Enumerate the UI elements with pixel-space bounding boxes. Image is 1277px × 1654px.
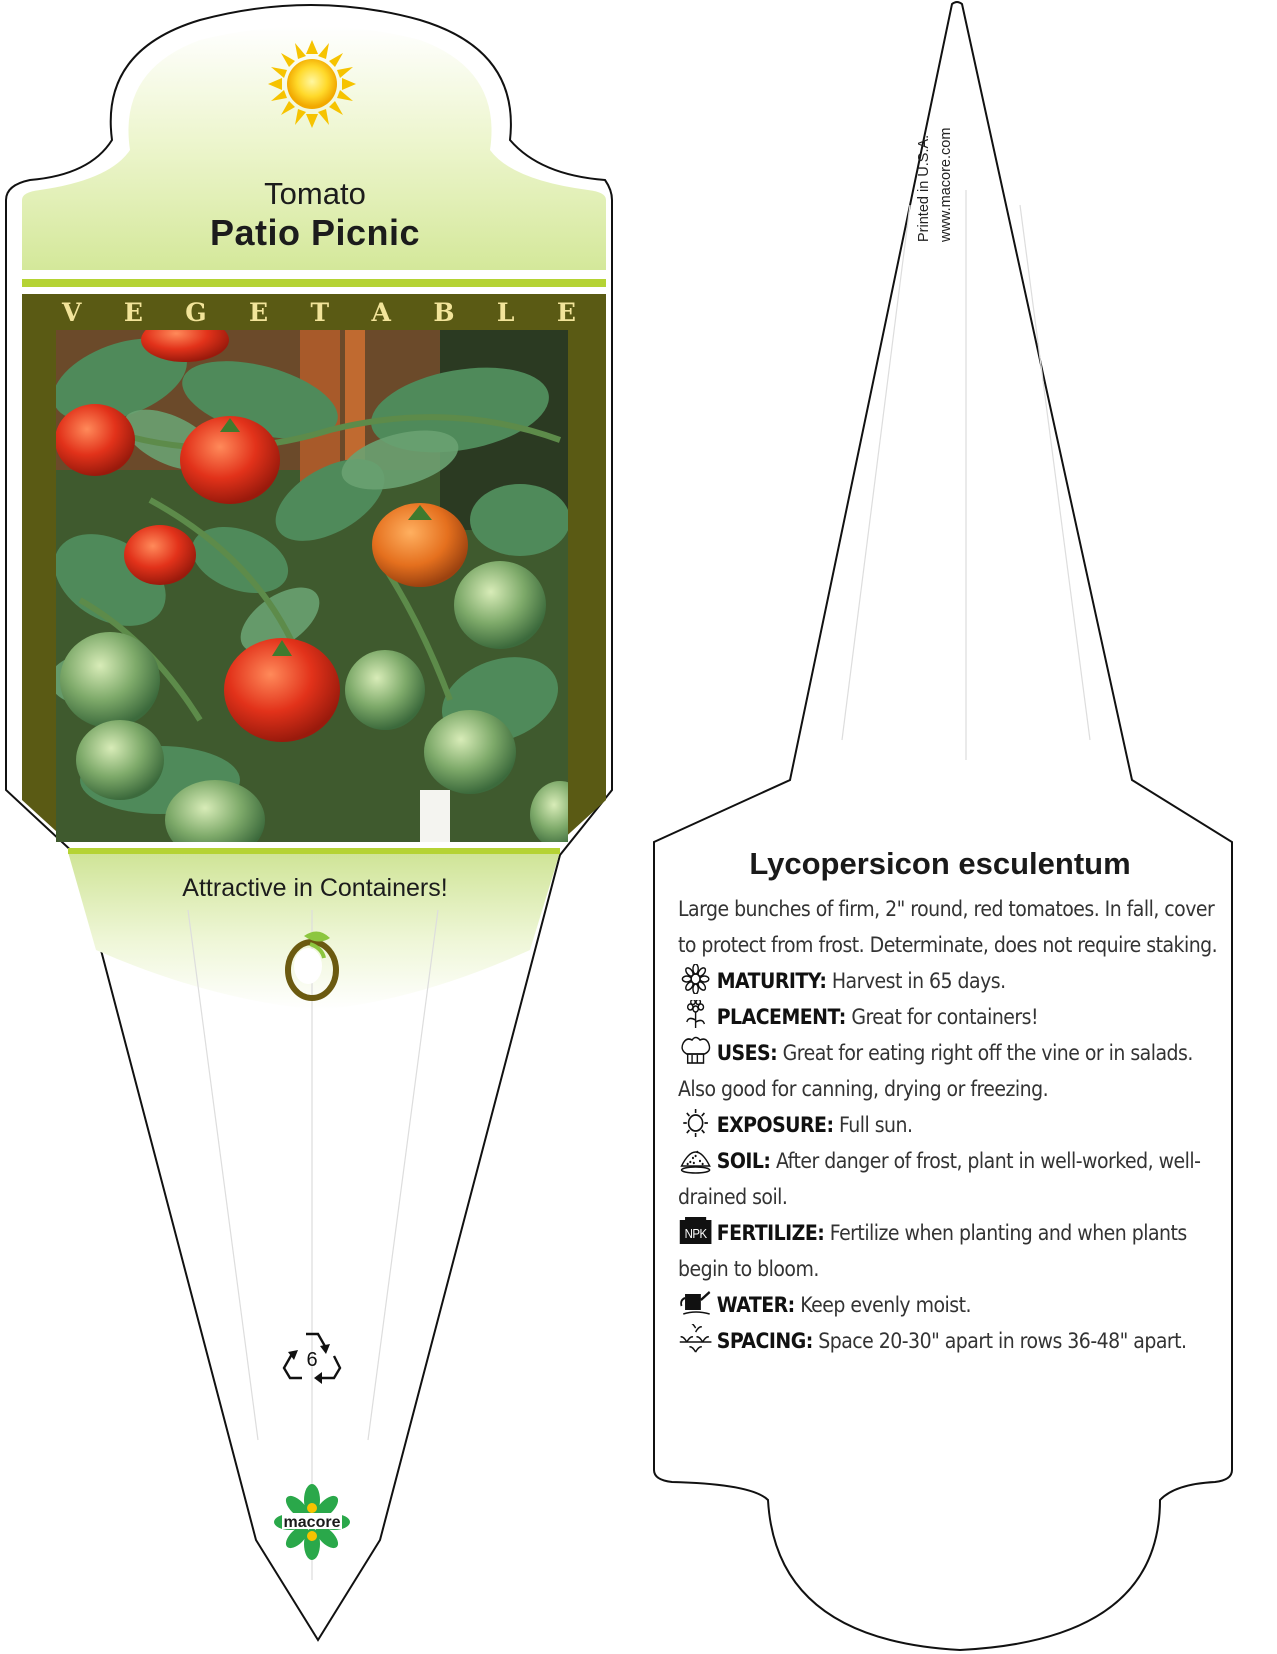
- category-letter: A: [371, 298, 391, 327]
- care-label: MATURITY:: [716, 969, 827, 994]
- npk-text: NPK: [684, 1226, 707, 1242]
- soil-icon: [678, 1144, 713, 1174]
- recycle-number: 6: [306, 1349, 318, 1371]
- lime-divider: [22, 279, 606, 287]
- care-label: SOIL:: [716, 1149, 771, 1174]
- chef-hat-icon: [678, 1036, 713, 1066]
- website-link[interactable]: www.macore.com: [938, 127, 954, 242]
- category-letter: V: [62, 298, 82, 327]
- care-label: FERTILIZE:: [716, 1221, 825, 1246]
- category-letter: T: [310, 298, 330, 327]
- sun-icon: [268, 40, 356, 128]
- category-letter: E: [556, 298, 576, 327]
- brand-name: macore: [283, 1514, 341, 1531]
- description-text: Large bunches of firm, 2" round, red tomatoes. In fall, cover to protect from frost. Determinate, does not require staking.: [678, 897, 1218, 958]
- care-description: [678, 892, 1224, 1360]
- care-label: SPACING:: [716, 1329, 813, 1354]
- care-item-fertilize: [678, 1216, 1224, 1288]
- sun-icon: [678, 1108, 713, 1138]
- common-name: Tomato: [264, 176, 366, 211]
- care-text: Full sun.: [838, 1113, 913, 1138]
- back-tag: [640, 0, 1277, 1654]
- care-text: Fertilize when planting and when plants begin to bloom.: [678, 1221, 1187, 1282]
- spacing-icon: [678, 1324, 713, 1354]
- care-item-placement: [678, 1000, 1224, 1036]
- npk-icon: [678, 1216, 713, 1246]
- care-item-water: [678, 1288, 1224, 1324]
- printed-info: [913, 52, 957, 242]
- care-text: Keep evenly moist.: [800, 1293, 971, 1318]
- care-text: Great for containers!: [851, 1005, 1039, 1030]
- printed-line: Printed in U.S.A.: [916, 134, 932, 242]
- variety-name: Patio Picnic: [209, 212, 421, 253]
- tomato-photo: [38, 318, 590, 860]
- care-text: Space 20-30" apart in rows 36-48" apart.: [818, 1329, 1187, 1354]
- category-letter: G: [185, 298, 207, 327]
- category-label: [24, 298, 614, 327]
- care-item-soil: [678, 1144, 1224, 1216]
- care-text: After danger of frost, plant in well-worked, well-drained soil.: [678, 1149, 1201, 1210]
- care-label: PLACEMENT:: [716, 1005, 846, 1030]
- category-letter: E: [249, 298, 269, 327]
- care-text: Great for eating right off the vine or in salads. Also good for canning, drying or freezing.: [678, 1041, 1193, 1102]
- latin-name: Lycopersicon esculentum: [749, 846, 1131, 881]
- care-text: Harvest in 65 days.: [831, 969, 1006, 994]
- care-label: EXPOSURE:: [716, 1113, 834, 1138]
- tagline: Attractive in Containers!: [182, 874, 448, 902]
- placement-icon: [678, 1000, 713, 1030]
- care-item-uses: [678, 1036, 1224, 1108]
- care-label: WATER:: [716, 1293, 795, 1318]
- care-label: USES:: [716, 1041, 778, 1066]
- care-item-exposure: [678, 1108, 1224, 1144]
- category-letter: B: [433, 298, 455, 327]
- care-item-spacing: [678, 1324, 1224, 1360]
- lime-divider-lower: [68, 848, 560, 854]
- category-letter: E: [123, 298, 143, 327]
- flower-icon: [678, 964, 713, 994]
- category-letter: L: [496, 298, 515, 327]
- watering-can-icon: [678, 1288, 713, 1318]
- care-item-maturity: [678, 964, 1224, 1000]
